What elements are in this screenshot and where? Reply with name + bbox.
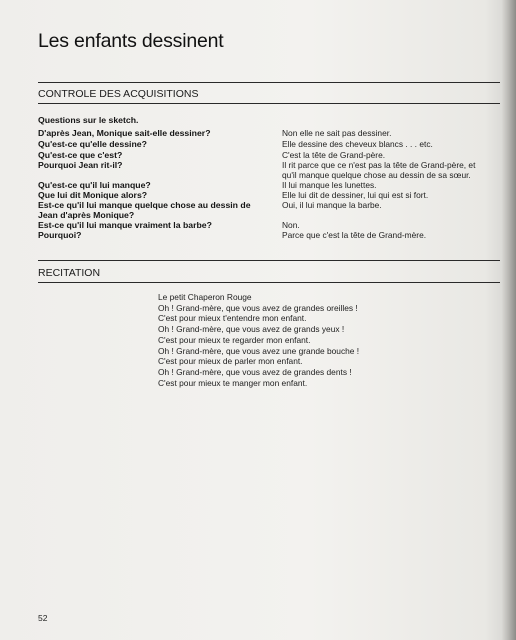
answer: Elle lui dit de dessiner, lui qui est si fort. xyxy=(282,190,429,200)
recitation-rule-top xyxy=(38,260,500,261)
answer: Il rit parce que ce n'est pas la tête de Grand-père, et xyxy=(282,160,476,170)
section-heading-acquisitions: CONTROLE DES ACQUISITIONS xyxy=(38,88,199,100)
question: D'après Jean, Monique sait-elle dessiner? xyxy=(38,128,211,138)
question: Que lui dit Monique alors? xyxy=(38,190,148,200)
question: Qu'est-ce que c'est? xyxy=(38,150,123,160)
poem xyxy=(158,292,359,388)
poem-line: C'est pour mieux te manger mon enfant. xyxy=(158,377,308,388)
answer: Il lui manque les lunettes. xyxy=(282,180,377,190)
poem-line: Oh ! Grand-mère, que vous avez une grande bouche ! xyxy=(158,345,360,356)
poem-title: Le petit Chaperon Rouge xyxy=(158,292,252,302)
section-rule-bottom xyxy=(38,103,500,104)
question: Est-ce qu'il lui manque quelque chose au dessin de xyxy=(38,200,251,210)
poem-line: C'est pour mieux de parler mon enfant. xyxy=(158,356,303,367)
poem-line: C'est pour mieux t'entendre mon enfant. xyxy=(158,313,307,324)
poem-line: C'est pour mieux te regarder mon enfant. xyxy=(158,334,311,345)
question: Jean d'après Monique? xyxy=(38,210,135,220)
poem-line: Oh ! Grand-mère, que vous avez de grandes dents ! xyxy=(158,366,352,377)
answer: qu'il manque quelque chose au dessin de sa sœur. xyxy=(282,170,471,180)
page-title: Les enfants dessinent xyxy=(38,30,224,52)
question: Qu'est-ce qu'il lui manque? xyxy=(38,180,151,190)
section-heading-recitation: RECITATION xyxy=(38,267,101,279)
answer: C'est la tête de Grand-père. xyxy=(282,150,386,160)
poem-line: Oh ! Grand-mère, que vous avez de grands yeux ! xyxy=(158,324,345,335)
question: Qu'est-ce qu'elle dessine? xyxy=(38,139,147,149)
answer: Parce que c'est la tête de Grand-mère. xyxy=(282,230,427,240)
answer: Oui, il lui manque la barbe. xyxy=(282,200,382,210)
poem-line: Oh ! Grand-mère, que vous avez de grandes oreilles ! xyxy=(158,302,358,313)
question: Pourquoi? xyxy=(38,230,82,240)
question: Pourquoi Jean rit-il? xyxy=(38,160,123,170)
recitation-rule-bottom xyxy=(38,282,500,283)
answer: Non elle ne sait pas dessiner. xyxy=(282,128,392,138)
questions-intro: Questions sur le sketch. xyxy=(38,115,139,125)
answer: Non. xyxy=(282,220,300,230)
section-rule-top xyxy=(38,82,500,83)
answer: Elle dessine des cheveux blancs . . . etc. xyxy=(282,139,433,149)
page-edge-shadow xyxy=(502,0,516,640)
question: Est-ce qu'il lui manque vraiment la barbe? xyxy=(38,220,212,230)
page-number: 52 xyxy=(38,613,48,623)
